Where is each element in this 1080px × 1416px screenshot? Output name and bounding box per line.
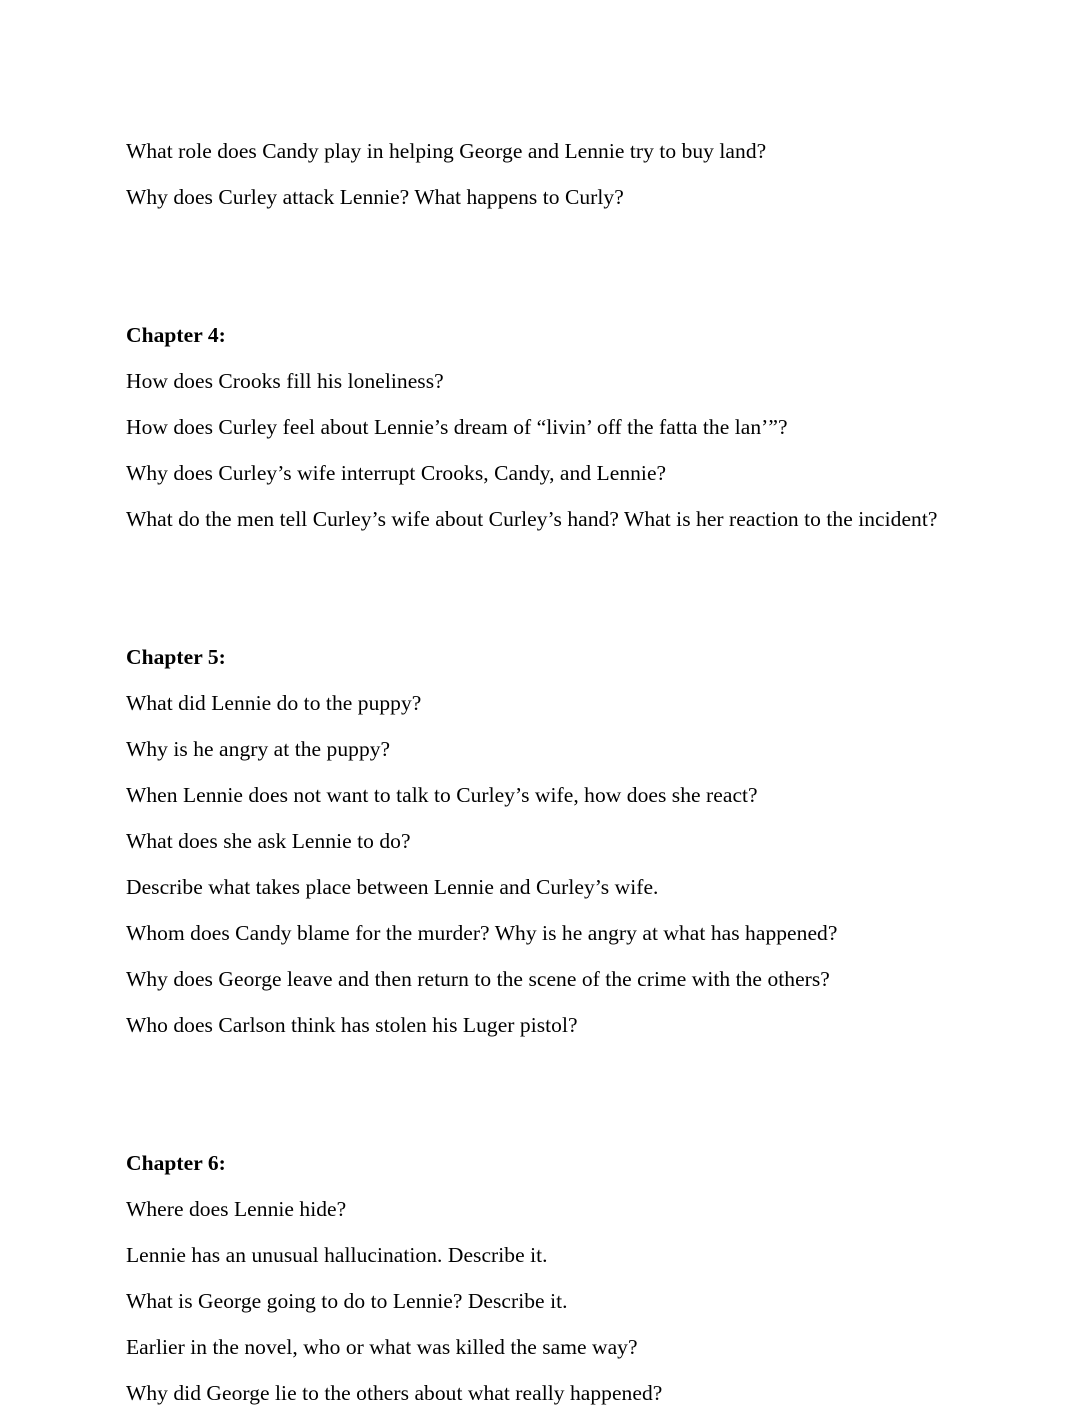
document-body [126,128,954,1416]
question-line: Why does Curley attack Lennie? What happens to Curly? [126,185,624,209]
question-line: What does she ask Lennie to do? [126,829,411,853]
question-line: Lennie has an unusual hallucination. Describe it. [126,1243,548,1267]
question-section [126,1140,954,1416]
question-line: What do the men tell Curley’s wife about Curley’s hand? What is her reaction to the incident? [126,507,938,531]
question-line: Why does George leave and then return to the scene of the crime with the others? [126,967,830,991]
question-section [126,128,954,220]
question-line: Whom does Candy blame for the murder? Why is he angry at what has happened? [126,921,838,945]
question-line: How does Curley feel about Lennie’s dream of “livin’ off the fatta the lan’”? [126,415,788,439]
question-line: What is George going to do to Lennie? Describe it. [126,1289,568,1313]
section-heading: Chapter 6: [126,1151,226,1175]
question-section [126,634,954,1048]
question-line: How does Crooks fill his loneliness? [126,369,444,393]
question-line: Where does Lennie hide? [126,1197,347,1221]
question-section [126,312,954,542]
question-line: When Lennie does not want to talk to Curley’s wife, how does she react? [126,783,758,807]
question-line: What role does Candy play in helping George and Lennie try to buy land? [126,139,767,163]
question-line: Who does Carlson think has stolen his Luger pistol? [126,1013,578,1037]
section-heading: Chapter 5: [126,645,226,669]
section-heading: Chapter 4: [126,323,226,347]
question-line: Why did George lie to the others about what really happened? [126,1381,663,1405]
question-line: Why does Curley’s wife interrupt Crooks, Candy, and Lennie? [126,461,667,485]
question-line: Describe what takes place between Lennie and Curley’s wife. [126,875,659,899]
question-line: Why is he angry at the puppy? [126,737,391,761]
question-line: What did Lennie do to the puppy? [126,691,422,715]
question-line: Earlier in the novel, who or what was killed the same way? [126,1335,638,1359]
